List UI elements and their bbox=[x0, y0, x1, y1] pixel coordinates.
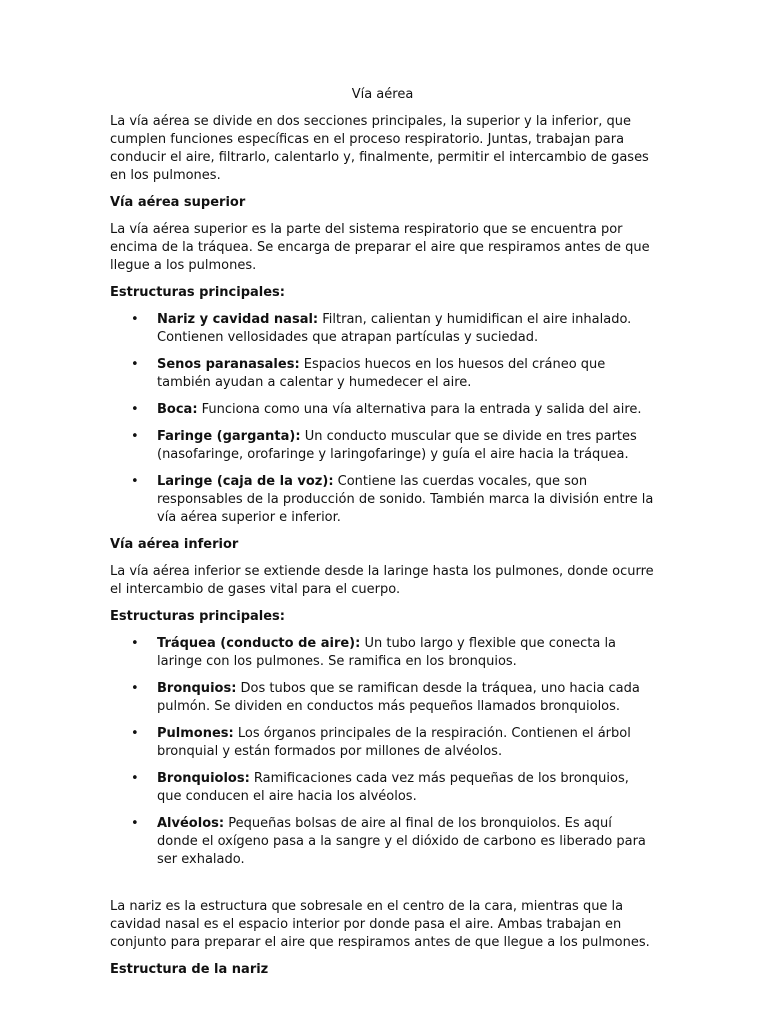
nose-paragraph: La nariz es la estructura que sobresale en el centro de la cara, mientras que la cavidad nasal es el espacio interior por donde pasa el aire. Ambas trabajan en conjunto para preparar el aire que respiramos antes de que llegue a los pulmones. bbox=[110, 899, 650, 950]
list-item-desc: Los órganos principales de la respiración. Contienen el árbol bronquial y están formados por millones de alvéolos. bbox=[157, 726, 631, 759]
upper-airway-heading: Vía aérea superior bbox=[110, 195, 246, 210]
list-item-desc: Filtran, calientan y humidifican el aire inhalado. Contienen vellosidades que atrapan partículas y suciedad. bbox=[157, 312, 632, 345]
intro-paragraph: La vía aérea se divide en dos secciones principales, la superior y la inferior, que cumplen funciones específicas en el proceso respiratorio. Juntas, trabajan para conducir el aire, filtrarlo, calentarlo y, finalmente, permitir el intercambio de gases en los pulmones. bbox=[110, 114, 649, 183]
list-item bbox=[110, 770, 655, 806]
list-item-desc: Espacios huecos en los huesos del cráneo que también ayudan a calentar y humedecer el aire. bbox=[157, 357, 606, 390]
list-item-term: Bronquios: bbox=[157, 681, 237, 696]
list-item bbox=[110, 428, 655, 464]
lower-airway-paragraph: La vía aérea inferior se extiende desde la laringe hasta los pulmones, donde ocurre el intercambio de gases vital para el cuerpo. bbox=[110, 564, 654, 597]
document-page bbox=[110, 86, 655, 988]
list-item bbox=[110, 473, 655, 527]
document-title: Vía aérea bbox=[351, 87, 414, 102]
list-item-term: Faringe (garganta): bbox=[157, 429, 301, 444]
list-item-term: Pulmones: bbox=[157, 726, 234, 741]
upper-airway-paragraph: La vía aérea superior es la parte del sistema respiratorio que se encuentra por encima de la tráquea. Se encarga de preparar el aire que respiramos antes de que llegue a los pulmones. bbox=[110, 222, 650, 273]
list-item-desc: Dos tubos que se ramifican desde la tráquea, uno hacia cada pulmón. Se dividen en conductos más pequeños llamados bronquiolos. bbox=[157, 681, 640, 714]
lower-structures-heading: Estructuras principales: bbox=[110, 609, 285, 624]
list-item-desc: Un tubo largo y flexible que conecta la laringe con los pulmones. Se ramifica en los bronquios. bbox=[157, 636, 617, 669]
list-item-desc: Un conducto muscular que se divide en tres partes (nasofaringe, orofaringe y laringofaringe) y guía el aire hacia la tráquea. bbox=[157, 429, 637, 462]
list-item-term: Bronquiolos: bbox=[157, 771, 250, 786]
list-item-term: Alvéolos: bbox=[157, 816, 225, 831]
blank-line bbox=[110, 878, 655, 898]
list-item bbox=[110, 356, 655, 392]
lower-airway-heading: Vía aérea inferior bbox=[110, 537, 239, 552]
nose-structure-heading: Estructura de la nariz bbox=[110, 962, 269, 977]
list-item-desc: Funciona como una vía alternativa para la entrada y salida del aire. bbox=[197, 402, 642, 417]
list-item bbox=[110, 311, 655, 347]
list-item-term: Senos paranasales: bbox=[157, 357, 300, 372]
list-item bbox=[110, 401, 655, 419]
upper-structures-heading: Estructuras principales: bbox=[110, 285, 285, 300]
list-item bbox=[110, 815, 655, 869]
upper-structures-list bbox=[110, 311, 655, 527]
lower-structures-list bbox=[110, 635, 655, 869]
list-item-desc: Ramificaciones cada vez más pequeñas de los bronquios, que conducen el aire hacia los alvéolos. bbox=[157, 771, 629, 804]
list-item-desc: Contiene las cuerdas vocales, que son responsables de la producción de sonido. También marca la división entre la vía aérea superior e inferior. bbox=[157, 474, 654, 525]
list-item bbox=[110, 680, 655, 716]
list-item-term: Laringe (caja de la voz): bbox=[157, 474, 334, 489]
list-item bbox=[110, 635, 655, 671]
list-item-term: Boca: bbox=[157, 402, 198, 417]
list-item bbox=[110, 725, 655, 761]
list-item-desc: Pequeñas bolsas de aire al final de los bronquiolos. Es aquí donde el oxígeno pasa a la sangre y el dióxido de carbono es liberado para ser exhalado. bbox=[157, 816, 646, 867]
list-item-term: Tráquea (conducto de aire): bbox=[157, 636, 361, 651]
list-item-term: Nariz y cavidad nasal: bbox=[157, 312, 319, 327]
